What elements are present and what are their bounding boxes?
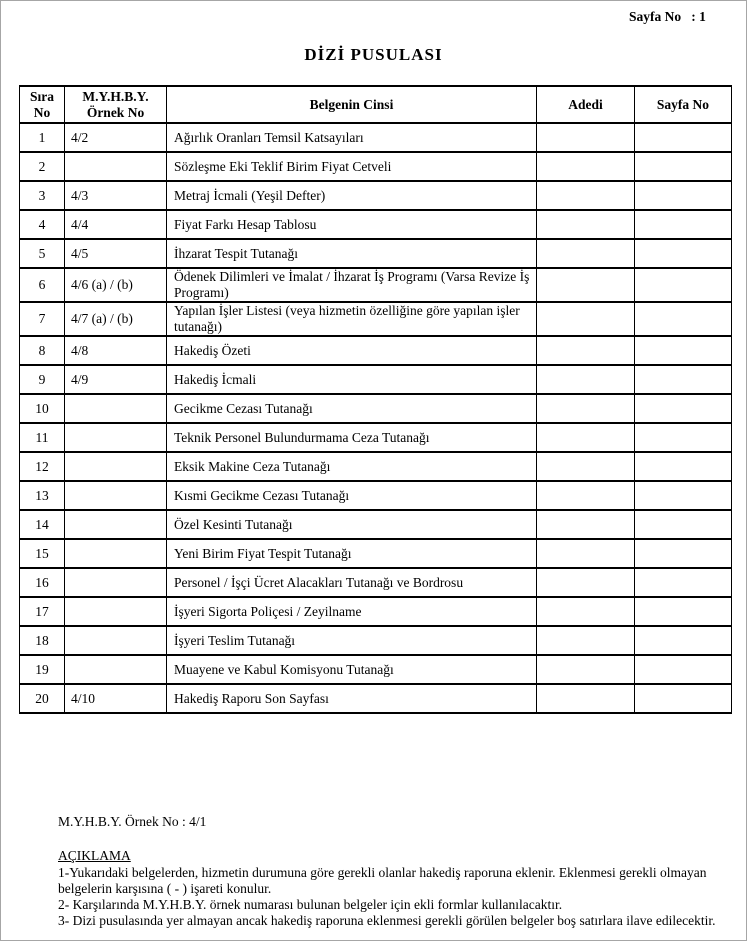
cell-adedi	[537, 655, 635, 684]
table-row	[20, 123, 732, 152]
cell-adedi	[537, 452, 635, 481]
cell-adedi	[537, 684, 635, 713]
cell-sayfa-no	[635, 655, 732, 684]
cell-ornek-no	[65, 394, 167, 423]
cell-adedi	[537, 123, 635, 152]
cell-sayfa-no	[635, 336, 732, 365]
cell-sayfa-no	[635, 423, 732, 452]
table-row	[20, 336, 732, 365]
cell-adedi	[537, 365, 635, 394]
cell-ornek-no	[65, 597, 167, 626]
cell-sira-no: 15	[20, 539, 65, 568]
cell-adedi	[537, 568, 635, 597]
cell-ornek-no	[65, 655, 167, 684]
header-sira-no	[20, 86, 65, 123]
cell-ornek-no: 4/4	[65, 210, 167, 239]
cell-sira-no: 1	[20, 123, 65, 152]
table-row	[20, 568, 732, 597]
cell-belgenin-cinsi: Yeni Birim Fiyat Tespit Tutanağı	[167, 539, 537, 568]
cell-sira-no: 8	[20, 336, 65, 365]
cell-belgenin-cinsi: Hakediş İcmali	[167, 365, 537, 394]
cell-sira-no: 16	[20, 568, 65, 597]
cell-sayfa-no	[635, 365, 732, 394]
table-header-row	[20, 86, 732, 123]
cell-ornek-no: 4/10	[65, 684, 167, 713]
header-sayfa-no: Sayfa No	[635, 86, 732, 123]
cell-sayfa-no	[635, 568, 732, 597]
cell-adedi	[537, 510, 635, 539]
table-row	[20, 597, 732, 626]
cell-sira-no: 2	[20, 152, 65, 181]
cell-adedi	[537, 481, 635, 510]
table-row	[20, 152, 732, 181]
header-sira-no-line2: No	[33, 104, 51, 120]
dizi-pusulasi-table	[19, 85, 732, 714]
cell-belgenin-cinsi: Metraj İcmali (Yeşil Defter)	[167, 181, 537, 210]
cell-sayfa-no	[635, 210, 732, 239]
cell-adedi	[537, 181, 635, 210]
cell-belgenin-cinsi: Sözleşme Eki Teklif Birim Fiyat Cetveli	[167, 152, 537, 181]
cell-ornek-no	[65, 626, 167, 655]
cell-sayfa-no	[635, 597, 732, 626]
page-number: Sayfa No : 1	[629, 9, 706, 24]
cell-belgenin-cinsi: Yapılan İşler Listesi (veya hizmetin özelliğine göre yapılan işler tutanağı)	[167, 302, 537, 336]
cell-sira-no: 20	[20, 684, 65, 713]
cell-belgenin-cinsi: İşyeri Sigorta Poliçesi / Zeyilname	[167, 597, 537, 626]
cell-ornek-no	[65, 481, 167, 510]
cell-sira-no: 5	[20, 239, 65, 268]
cell-sira-no: 17	[20, 597, 65, 626]
cell-sayfa-no	[635, 268, 732, 302]
cell-sira-no: 7	[20, 302, 65, 336]
header-adedi: Adedi	[537, 86, 635, 123]
header-belgenin-cinsi: Belgenin Cinsi	[167, 86, 537, 123]
cell-sayfa-no	[635, 181, 732, 210]
cell-sayfa-no	[635, 152, 732, 181]
header-myhby-ornek-no	[65, 86, 167, 123]
table-row	[20, 655, 732, 684]
cell-ornek-no	[65, 152, 167, 181]
cell-adedi	[537, 539, 635, 568]
cell-adedi	[537, 302, 635, 336]
cell-belgenin-cinsi: Teknik Personel Bulundurmama Ceza Tutanağı	[167, 423, 537, 452]
cell-adedi	[537, 152, 635, 181]
cell-adedi	[537, 626, 635, 655]
cell-sayfa-no	[635, 452, 732, 481]
table-row	[20, 626, 732, 655]
cell-belgenin-cinsi: Ödenek Dilimleri ve İmalat / İhzarat İş Programı (Varsa Revize İş Programı)	[167, 268, 537, 302]
table-row	[20, 423, 732, 452]
cell-ornek-no: 4/8	[65, 336, 167, 365]
cell-ornek-no: 4/6 (a) / (b)	[65, 268, 167, 302]
table-body	[20, 123, 732, 713]
table-row	[20, 210, 732, 239]
cell-belgenin-cinsi: Kısmi Gecikme Cezası Tutanağı	[167, 481, 537, 510]
cell-belgenin-cinsi: Hakediş Özeti	[167, 336, 537, 365]
cell-belgenin-cinsi: Fiyat Farkı Hesap Tablosu	[167, 210, 537, 239]
cell-belgenin-cinsi: Gecikme Cezası Tutanağı	[167, 394, 537, 423]
cell-sayfa-no	[635, 302, 732, 336]
table-row	[20, 268, 732, 302]
cell-sira-no: 18	[20, 626, 65, 655]
cell-adedi	[537, 597, 635, 626]
table-row	[20, 684, 732, 713]
cell-sira-no: 4	[20, 210, 65, 239]
table-row	[20, 302, 732, 336]
table-row	[20, 510, 732, 539]
cell-sayfa-no	[635, 481, 732, 510]
cell-sira-no: 12	[20, 452, 65, 481]
cell-ornek-no: 4/9	[65, 365, 167, 394]
cell-ornek-no	[65, 568, 167, 597]
cell-ornek-no: 4/5	[65, 239, 167, 268]
cell-ornek-no: 4/2	[65, 123, 167, 152]
cell-sayfa-no	[635, 394, 732, 423]
cell-sayfa-no	[635, 123, 732, 152]
cell-sira-no: 10	[20, 394, 65, 423]
cell-ornek-no	[65, 510, 167, 539]
cell-sayfa-no	[635, 239, 732, 268]
table-row	[20, 481, 732, 510]
cell-ornek-no: 4/7 (a) / (b)	[65, 302, 167, 336]
cell-ornek-no	[65, 539, 167, 568]
aciklama-heading: AÇIKLAMA	[58, 848, 131, 863]
cell-ornek-no: 4/3	[65, 181, 167, 210]
cell-belgenin-cinsi: Eksik Makine Ceza Tutanağı	[167, 452, 537, 481]
cell-adedi	[537, 268, 635, 302]
aciklama-notes	[58, 865, 740, 929]
cell-ornek-no	[65, 452, 167, 481]
cell-belgenin-cinsi: Personel / İşçi Ücret Alacakları Tutanağı ve Bordrosu	[167, 568, 537, 597]
cell-sira-no: 13	[20, 481, 65, 510]
cell-belgenin-cinsi: İşyeri Teslim Tutanağı	[167, 626, 537, 655]
aciklama-note-2: 2- Karşılarında M.Y.H.B.Y. örnek numarası bulunan belgeler için ekli formlar kullanılacaktır.	[58, 897, 563, 912]
aciklama-note-3: 3- Dizi pusulasında yer almayan ancak hakediş raporuna eklenmesi gerekli görülen belgeler boş satırlara ilave edilecektir.	[58, 913, 716, 928]
cell-adedi	[537, 336, 635, 365]
table-row	[20, 181, 732, 210]
table-row	[20, 239, 732, 268]
cell-sira-no: 3	[20, 181, 65, 210]
cell-sira-no: 11	[20, 423, 65, 452]
cell-adedi	[537, 394, 635, 423]
cell-belgenin-cinsi: Özel Kesinti Tutanağı	[167, 510, 537, 539]
header-myhby-line2: Örnek No	[86, 104, 145, 120]
myhby-ornek-no-line: M.Y.H.B.Y. Örnek No : 4/1	[58, 814, 207, 829]
table-row	[20, 365, 732, 394]
cell-sayfa-no	[635, 510, 732, 539]
cell-sira-no: 6	[20, 268, 65, 302]
header-sira-no-line1: Sıra	[29, 88, 54, 104]
header-myhby-line1: M.Y.H.B.Y.	[82, 88, 149, 104]
cell-belgenin-cinsi: Ağırlık Oranları Temsil Katsayıları	[167, 123, 537, 152]
cell-ornek-no	[65, 423, 167, 452]
cell-sayfa-no	[635, 539, 732, 568]
cell-sayfa-no	[635, 684, 732, 713]
cell-belgenin-cinsi: İhzarat Tespit Tutanağı	[167, 239, 537, 268]
cell-sira-no: 14	[20, 510, 65, 539]
cell-adedi	[537, 210, 635, 239]
aciklama-note-1: 1-Yukarıdaki belgelerden, hizmetin durumuna göre gerekli olanlar hakediş raporuna eklenir. Eklenmesi gerekli olmayan belgelerin karşısına ( - ) işareti konulur.	[58, 865, 707, 896]
cell-adedi	[537, 423, 635, 452]
cell-belgenin-cinsi: Hakediş Raporu Son Sayfası	[167, 684, 537, 713]
table-row	[20, 452, 732, 481]
cell-sayfa-no	[635, 626, 732, 655]
cell-adedi	[537, 239, 635, 268]
table-row	[20, 394, 732, 423]
table-row	[20, 539, 732, 568]
document-title: DİZİ PUSULASI	[304, 45, 443, 64]
cell-sira-no: 9	[20, 365, 65, 394]
cell-belgenin-cinsi: Muayene ve Kabul Komisyonu Tutanağı	[167, 655, 537, 684]
cell-sira-no: 19	[20, 655, 65, 684]
